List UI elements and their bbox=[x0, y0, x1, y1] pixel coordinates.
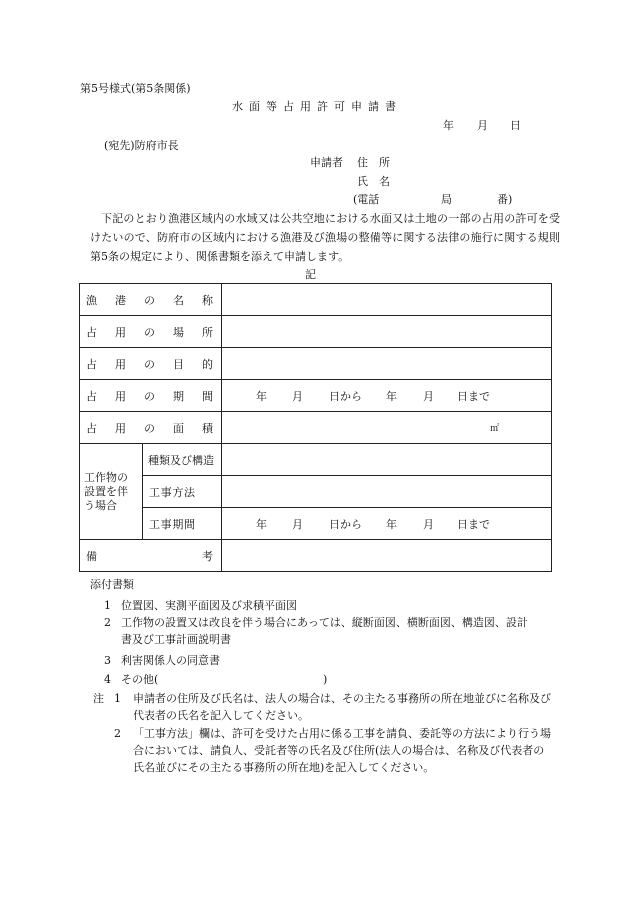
label-remarks bbox=[80, 548, 221, 564]
label-char: 用 bbox=[115, 325, 126, 339]
row-area bbox=[80, 412, 552, 444]
area-field[interactable] bbox=[222, 412, 552, 444]
date-month: 月 bbox=[477, 119, 488, 132]
label-char: 占 bbox=[86, 389, 97, 403]
label-char: 用 bbox=[115, 421, 126, 435]
row-location bbox=[80, 316, 552, 348]
note-num: 2 bbox=[114, 727, 121, 740]
label-char: 用 bbox=[115, 357, 126, 371]
label-char: 備 bbox=[86, 549, 97, 563]
label-char: 面 bbox=[173, 421, 184, 435]
row-remarks bbox=[80, 540, 552, 572]
purpose-field[interactable] bbox=[222, 348, 552, 380]
label-char: 占 bbox=[86, 325, 97, 339]
attachment-item: その他( bbox=[121, 673, 159, 686]
label-char: 工 bbox=[149, 517, 160, 531]
application-table bbox=[79, 283, 552, 572]
applicant-label: 申請者 bbox=[310, 156, 343, 169]
label-char: の bbox=[144, 389, 155, 403]
phone-label: (電話 bbox=[353, 193, 380, 206]
label-work-period bbox=[143, 516, 221, 532]
phone-office: 局 bbox=[441, 193, 452, 206]
label-port-name bbox=[80, 292, 221, 308]
label-char: 事 bbox=[160, 517, 172, 531]
label-char: 法 bbox=[183, 485, 195, 499]
kind-text: 種類及び構造 bbox=[148, 453, 214, 467]
label-char: 漁 bbox=[86, 293, 97, 307]
method-field[interactable] bbox=[222, 476, 552, 508]
attachment-item: 利害関係人の同意書 bbox=[121, 654, 220, 667]
work-month-to: 月 bbox=[423, 517, 434, 531]
period-month-from: 月 bbox=[292, 389, 303, 403]
addressee: (宛先)防府市長 bbox=[104, 139, 179, 152]
attachment-item-cont: 書及び工事計画説明書 bbox=[121, 633, 231, 646]
period-field[interactable] bbox=[222, 380, 552, 412]
form-number: 第5号様式(第5条関係) bbox=[80, 82, 191, 95]
structure-group-label bbox=[80, 444, 143, 540]
attachment-close: ) bbox=[323, 673, 328, 686]
record-heading: 記 bbox=[305, 268, 316, 281]
label-char: の bbox=[144, 357, 155, 371]
row-kind bbox=[80, 444, 552, 476]
row-period bbox=[80, 380, 552, 412]
label-purpose bbox=[80, 356, 221, 372]
label-location bbox=[80, 324, 221, 340]
work-day-from: 日から bbox=[329, 517, 362, 531]
phone-number: 番) bbox=[497, 193, 513, 206]
location-field[interactable] bbox=[222, 316, 552, 348]
work-year-from: 年 bbox=[256, 517, 267, 531]
applicant-address-label: 住 所 bbox=[357, 156, 390, 169]
label-char: 積 bbox=[202, 421, 213, 435]
page-title: 水面等占用許可申請書 bbox=[232, 100, 402, 113]
kind-field[interactable] bbox=[222, 444, 552, 476]
attachment-num: 4 bbox=[104, 673, 111, 686]
label-char: 間 bbox=[202, 389, 213, 403]
label-char: 間 bbox=[183, 517, 195, 531]
period-year-from: 年 bbox=[256, 389, 267, 403]
period-month-to: 月 bbox=[423, 389, 434, 403]
label-char: 用 bbox=[115, 389, 126, 403]
label-char: 場 bbox=[173, 325, 184, 339]
label-char: 占 bbox=[86, 421, 97, 435]
label-method bbox=[143, 484, 221, 500]
work-day-to: 日まで bbox=[457, 517, 490, 531]
label-char: の bbox=[144, 325, 155, 339]
date-day: 日 bbox=[510, 119, 521, 132]
note-text: 「工事方法」欄は、許可を受けた占用に係る工事を請負、委託等の方法により行う場合においては、請負人、受託者等の氏名及び住所(法人の場合は、名称及び代表者の氏名並びにその主たる事務所の所在地)を記入してください。 bbox=[133, 727, 551, 774]
label-char: 方 bbox=[172, 485, 184, 499]
label-char: 所 bbox=[202, 325, 213, 339]
work-year-to: 年 bbox=[386, 517, 397, 531]
structure-group-text: 工作物の設置を伴う場合 bbox=[84, 470, 128, 512]
area-unit: ㎡ bbox=[489, 424, 499, 434]
label-period bbox=[80, 388, 221, 404]
note-num: 1 bbox=[114, 692, 121, 705]
attachments-heading: 添付書類 bbox=[90, 578, 134, 591]
label-char: 考 bbox=[202, 549, 213, 563]
port-name-field[interactable] bbox=[222, 284, 552, 316]
label-char: 事 bbox=[160, 485, 172, 499]
label-char: 期 bbox=[172, 517, 184, 531]
period-day-to: 日まで bbox=[457, 389, 490, 403]
date-year: 年 bbox=[443, 119, 454, 132]
label-char: 的 bbox=[202, 357, 213, 371]
work-month-from: 月 bbox=[292, 517, 303, 531]
label-char: 名 bbox=[173, 293, 184, 307]
row-port-name bbox=[80, 284, 552, 316]
attachment-num: 2 bbox=[104, 616, 111, 629]
attachment-item: 位置図、実測平面図及び求積平面図 bbox=[121, 599, 297, 612]
attachment-num: 3 bbox=[104, 654, 111, 667]
row-purpose bbox=[80, 348, 552, 380]
label-char: 港 bbox=[115, 293, 126, 307]
label-kind bbox=[143, 444, 222, 476]
label-char: 期 bbox=[173, 389, 184, 403]
label-char: 占 bbox=[86, 357, 97, 371]
label-char: 称 bbox=[202, 293, 213, 307]
label-char: 工 bbox=[149, 485, 160, 499]
period-year-to: 年 bbox=[386, 389, 397, 403]
label-area bbox=[80, 420, 221, 436]
notes-label: 注 bbox=[93, 692, 104, 705]
label-char: の bbox=[144, 293, 155, 307]
attachment-num: 1 bbox=[104, 599, 111, 612]
row-work-period bbox=[80, 508, 552, 540]
note-text: 申請者の住所及び氏名は、法人の場合は、その主たる事務所の所在地並びに名称及び代表者の氏名を記入してください。 bbox=[133, 692, 551, 722]
work-period-field[interactable] bbox=[222, 508, 552, 540]
period-day-from: 日から bbox=[329, 389, 362, 403]
remarks-field[interactable] bbox=[222, 540, 552, 572]
label-char: の bbox=[144, 421, 155, 435]
row-method bbox=[80, 476, 552, 508]
applicant-name-label: 氏 名 bbox=[357, 175, 390, 188]
label-char: 目 bbox=[173, 357, 184, 371]
attachment-item: 工作物の設置又は改良を伴う場合にあっては、縦断面図、横断面図、構造図、設計 bbox=[121, 616, 528, 629]
intro-paragraph: 下記のとおり漁港区域内の水域又は公共空地における水面又は土地の一部の占用の許可を受けたいので、防府市の区域内における漁港及び漁場の整備等に関する法律の施行に関する規則第5条の規定により、関係書類を添えて申請します。 bbox=[90, 212, 560, 263]
